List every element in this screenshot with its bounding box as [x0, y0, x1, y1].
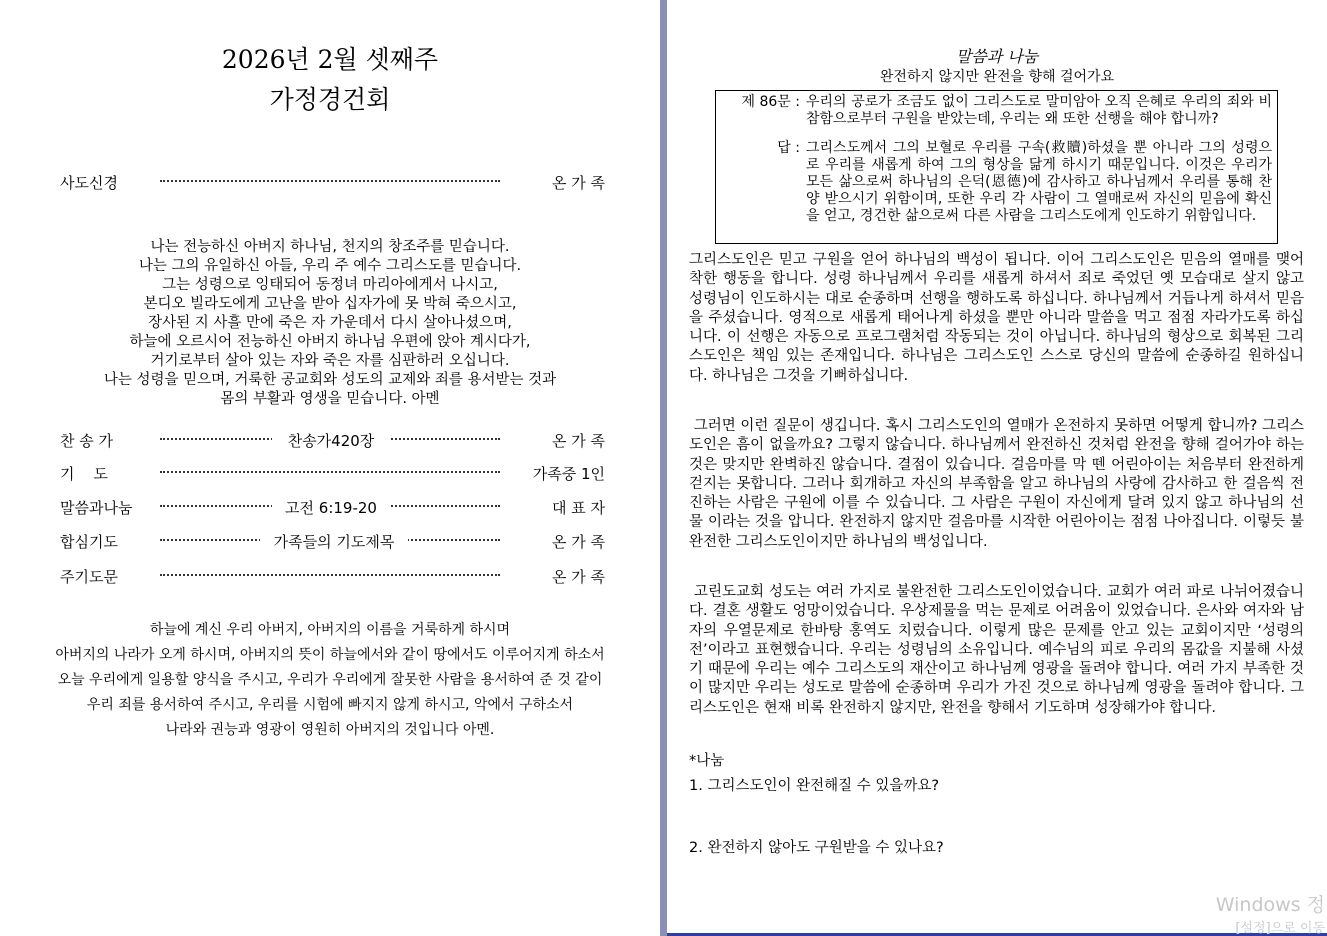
- creed-line: 장사된 지 사흘 만에 죽은 자 가운데서 다시 살아나셨으며,: [148, 315, 512, 331]
- creed-line: 하늘에 오르시어 전능하신 아버지 하나님 우편에 앉아 계시다가,: [129, 334, 531, 350]
- catechism-box: [715, 90, 1278, 244]
- dotted-leader: [160, 471, 500, 473]
- sermon-paragraph: 고린도교회 성도는 여러 가지로 불완전한 그리스도인이었습니다. 교회가 여러 파로 나뉘어졌습니다. 결혼 생활도 엉망이었습니다. 우상제물을 먹는 문제로 어려움이 있었습니다. 은사와 여자와 남자의 우열문제로 한바탕 홍역도 치렀습니다. 이렇게 많은 문제를 안고 있는 교회이지만 ‘성령의 전’이라고 표현했습니다. 우리는 성령님의 소유입니다. 예수님의 피로 우리의 몸값을 지불해 사셨기 때문에 우리는 예수 그리스도의 재산이고 하나님께 영광을 돌려야 합니다. 여러 가지 부족한 것이 많지만 우리는 성도로 말씀에 순종하며 우리가 가진 것으로 하나님께 영광을 돌려야 합니다. 그리스도인은 현재 비록 완전하지 않지만, 완전을 향해서 기도하며 성장해가야 합니다.: [689, 584, 1309, 716]
- bulletin-main-title: 가정경건회: [269, 85, 391, 114]
- question-number: 제 86문 :: [741, 94, 800, 110]
- prayer-line: 오늘 우리에게 일용할 양식을 주시고, 우리가 우리에게 잘못한 사람을 용서하여 준 것 같이: [57, 672, 603, 688]
- order-detail: 가족들의 기도제목: [260, 531, 408, 552]
- lords-prayer: [30, 618, 630, 743]
- order-leader-person: 온 가 족: [551, 432, 605, 450]
- sharing-label: *나눔: [689, 753, 725, 769]
- prayer-line: 하늘에 계신 우리 아버지, 아버지의 이름을 거룩하게 하시며: [149, 622, 511, 638]
- order-row-creed: [60, 172, 605, 194]
- answer-text: 그리스도께서 그의 보혈로 우리를 구속(救贖)하셨을 뿐 아니라 그의 성령으로 우리를 새롭게 하여 그의 형상을 닮게 하시기 때문입니다. 이것은 우리가 모든 삶으로써 하나님의 은덕(恩德)에 감사하고 하나님께서 우리를 통해 찬양 받으시기 위함이며, 또한 우리 각 사람이 그 열매로써 자신의 믿음에 확신을 얻고, 경건한 삶으로써 다른 사람을 그리스도에게 인도하기 위함입니다.: [806, 140, 1272, 224]
- order-row-hymn: [60, 430, 605, 452]
- apostles-creed: [40, 238, 620, 409]
- sermon-section-title: 말씀과 나눔: [955, 47, 1039, 66]
- dotted-leader: [160, 180, 500, 182]
- creed-line: 나는 성령을 믿으며, 거룩한 공교회와 성도의 교제와 죄를 용서받는 것과: [103, 372, 557, 388]
- order-label: 말씀과나눔: [60, 499, 133, 517]
- left-page: [0, 0, 660, 936]
- order-label: 기 도: [60, 465, 109, 483]
- order-row-prayer: [60, 463, 605, 485]
- discussion-question: 1. 그리스도인이 완전해질 수 있을까요?: [689, 778, 940, 794]
- creed-line: 거기로부터 살아 있는 자와 죽은 자를 심판하러 오십니다.: [150, 353, 510, 369]
- creed-line: 나는 전능하신 아버지 하나님, 천지의 창조주를 믿습니다.: [150, 239, 510, 255]
- order-label: 찬 송 가: [60, 432, 114, 450]
- order-row-sermon: [60, 497, 605, 519]
- order-detail: 찬송가420장: [272, 430, 390, 451]
- creed-line: 본디오 빌라도에게 고난을 받아 십자가에 못 박혀 죽으시고,: [143, 296, 517, 312]
- bulletin-date-title: 2026년 2월 셋째주: [221, 45, 439, 74]
- order-label: 사도신경: [60, 174, 118, 192]
- order-row-joint-prayer: [60, 531, 605, 553]
- order-label: 합심기도: [60, 533, 118, 551]
- creed-line: 몸의 부활과 영생을 믿습니다. 아멘: [220, 391, 440, 407]
- sermon-paragraph: 그러면 이런 질문이 생깁니다. 혹시 그리스도인의 열매가 온전하지 못하면 어떻게 합니까? 그리스도인은 흠이 없을까요? 그렇지 않습니다. 하나님께서 완전하신 것처럼 완전을 향해 걸어가야 하는 것은 맞지만 완벽하진 않습니다. 결점이 있습니다. 걸음마를 막 뗀 어린아이는 처음부터 완전하게 걷지는 못합니다. 그러나 회개하고 자신의 부족함을 알고 하나님의 사랑에 감사하고 한 걸음씩 전진하는 사람은 구원에 이를 수 있습니다. 그 사람은 구원이 자신에게 달려 있지 않고 하나님의 선물 이라는 것을 압니다. 완전하지 않지만 걸음마를 시작한 어린아이는 점점 나아집니다. 이렇듯 불완전한 그리스도인이지만 하나님의 백성입니다.: [689, 418, 1309, 550]
- order-detail: 고전 6:19-20: [272, 497, 390, 518]
- prayer-line: 우리 죄를 용서하여 주시고, 우리를 시험에 빠지지 않게 하시고, 악에서 구하소서: [86, 697, 574, 713]
- order-row-lords-prayer: [60, 566, 605, 588]
- sermon-paragraph: 그리스도인은 믿고 구원을 얻어 하나님의 백성이 됩니다. 이어 그리스도인은 믿음의 열매를 맺어 착한 행동을 합니다. 성령 하나님께서 우리를 새롭게 하셔서 죄로 죽었던 옛 모습대로 살지 않고 성령님이 인도하시는 대로 순종하며 선행을 행하도록 하십니다. 하나님께서 거듭나게 하셔서 믿음을 주셨습니다. 영적으로 새롭게 태어나게 하셨을 뿐만 아니라 말씀을 먹고 점점 자라가도록 하십니다. 이 선행은 자동으로 프로그램처럼 작동되는 것이 아닙니다. 하나님의 형상으로 회복된 그리스도인은 책임 있는 존재입니다. 하나님은 그리스도인 스스로 당신의 말씀에 순종하길 원하십니다. 하나님은 그것을 기뻐하십니다.: [689, 252, 1304, 384]
- prayer-line: 아버지의 나라가 오게 하시며, 아버지의 뜻이 하늘에서와 같이 땅에서도 이루어지게 하소서: [55, 647, 605, 663]
- windows-activation-watermark: Windows 정: [1215, 894, 1325, 916]
- creed-line: 그는 성령으로 잉태되어 동정녀 마리아에게서 나시고,: [162, 277, 498, 293]
- order-leader-person: 온 가 족: [551, 533, 605, 551]
- order-leader-person: 가족중 1인: [532, 465, 605, 483]
- sermon-subtitle: 완전하지 않지만 완전을 향해 걸어가요: [879, 69, 1115, 85]
- right-page: [667, 0, 1327, 936]
- creed-line: 나는 그의 유일하신 아들, 우리 주 예수 그리스도를 믿습니다.: [138, 258, 522, 274]
- order-leader-person: 온 가 족: [551, 568, 605, 586]
- question-text: 우리의 공로가 조금도 없이 그리스도로 말미암아 오직 은혜로 우리의 죄와 비참함으로부터 구원을 받았는데, 우리는 왜 또한 선행을 해야 합니까?: [806, 94, 1272, 127]
- order-leader-person: 온 가 족: [551, 174, 605, 192]
- order-label: 주기도문: [60, 568, 118, 586]
- prayer-line: 나라와 권능과 영광이 영원히 아버지의 것입니다 아멘.: [165, 722, 495, 738]
- discussion-question: 2. 완전하지 않아도 구원받을 수 있나요?: [689, 840, 944, 856]
- page-divider: [660, 0, 667, 936]
- answer-label: 답 :: [777, 140, 800, 156]
- order-leader-person: 대 표 자: [551, 499, 605, 517]
- dotted-leader: [160, 574, 500, 576]
- windows-activation-hint: [설정]으로 이동: [1235, 921, 1325, 936]
